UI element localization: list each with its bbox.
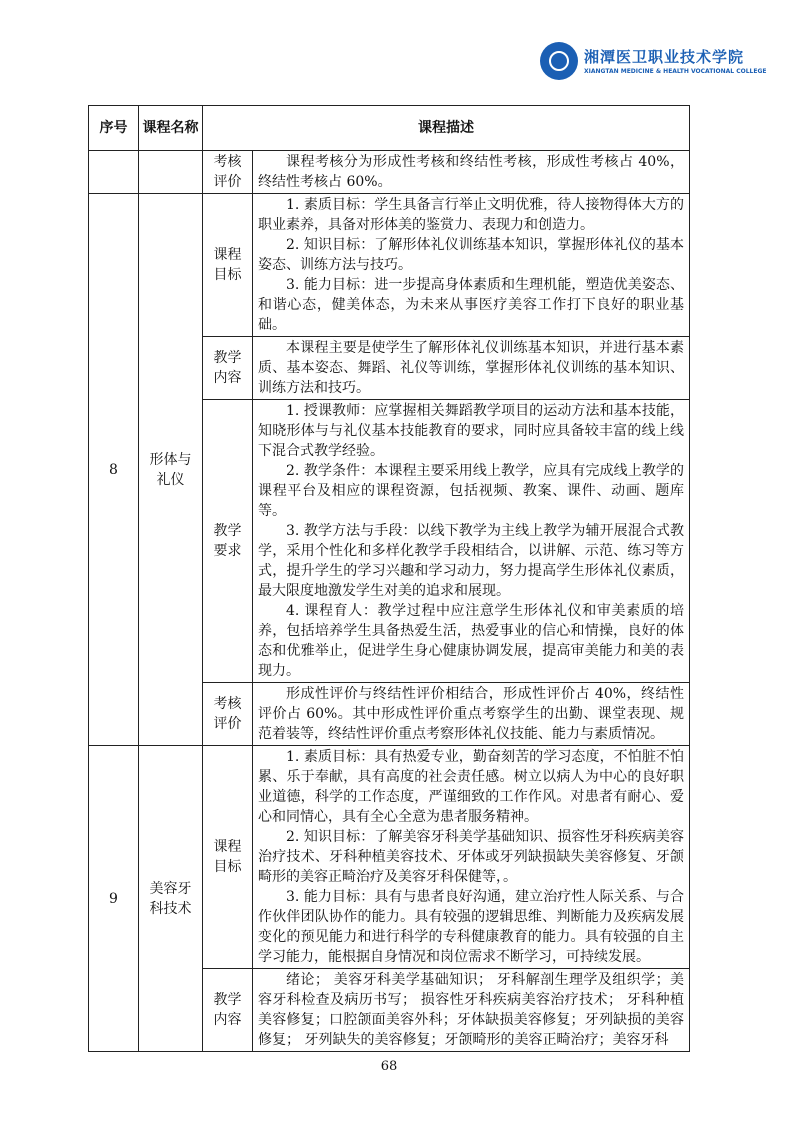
paragraph: 本课程主要是使学生了解形体礼仪训练基本知识，并进行基本素质、基本姿态、舞蹈、礼仪等训练，掌握形体礼仪训练的基本知识、训练方法和技巧。 (258, 340, 684, 396)
course-table (88, 105, 690, 1052)
header-num: 序号 (89, 106, 139, 151)
college-seal-icon (540, 42, 578, 80)
sub-label: 教学要求 (203, 400, 253, 683)
table-row (89, 194, 690, 337)
sub-label: 考核评价 (203, 151, 253, 194)
desc-cell (253, 151, 690, 194)
desc-cell (253, 337, 690, 400)
sub-label: 考核评价 (203, 683, 253, 746)
sub-label: 课程目标 (203, 194, 253, 337)
paragraph: 1. 素质目标：具有热爱专业，勤奋刻苦的学习态度，不怕脏不怕累、乐于奉献，具有高度的社会责任感。树立以病人为中心的良好职业道德，科学的工作态度，严谨细致的工作作风。对患者有耐心、爱心和同情心，具有全心全意为患者服务精神。 (258, 749, 684, 825)
name-cell: 形体与礼仪 (139, 194, 203, 746)
table-header-row (89, 106, 690, 151)
name-cell (139, 151, 203, 194)
paragraph: 1. 授课教师：应掌握相关舞蹈教学项目的运动方法和基本技能，知晓形体与与礼仪基本技能教育的要求，同时应具备较丰富的线上线下混合式教学经验。 (258, 403, 684, 459)
table-row (89, 151, 690, 194)
logo-english-name: XIANGTAN MEDICINE & HEALTH VOCATIONAL COLLEGE (584, 67, 767, 75)
sub-label: 课程目标 (203, 746, 253, 969)
name-cell: 美容牙科技术 (139, 746, 203, 1052)
paragraph: 1. 素质目标：学生具备言行举止文明优雅，待人接物得体大方的职业素养，具备对形体美的鉴赏力、表现力和创造力。 (258, 197, 684, 233)
page-number: 68 (380, 1059, 398, 1074)
sub-label: 教学内容 (203, 337, 253, 400)
paragraph: 2. 知识目标：了解美容牙科美学基础知识、损容性牙科疾病美容治疗技术、牙科种植美容技术、牙体或牙列缺损缺失美容修复、牙颌畸形的美容正畸治疗及美容牙科保健等，。 (258, 829, 684, 885)
table-row (89, 746, 690, 969)
logo-chinese-name: 湘潭医卫职业技术学院 (584, 47, 745, 66)
paragraph: 3. 能力目标：进一步提高身体素质和生理机能，塑造优美姿态、和谐心态，健美体态，为未来从事医疗美容工作打下良好的职业基础。 (258, 277, 684, 333)
paragraph: 2. 知识目标：了解形体礼仪训练基本知识，掌握形体礼仪的基本姿态、训练方法与技巧。 (258, 237, 684, 273)
paragraph: 3. 教学方法与手段：以线下教学为主线上教学为辅开展混合式教学，采用个性化和多样化教学手段相结合，以讲解、示范、练习等方式，提升学生的学习兴趣和学习动力，努力提高学生形体礼仪素质，最大限度地激发学生对美的追求和展现。 (258, 523, 684, 599)
sub-label: 教学内容 (203, 969, 253, 1052)
num-cell: 9 (89, 746, 139, 1052)
desc-cell (253, 400, 690, 683)
header-name: 课程名称 (139, 106, 203, 151)
num-cell: 8 (89, 194, 139, 746)
desc-cell (253, 969, 690, 1052)
paragraph: 2. 教学条件：本课程主要采用线上教学，应具有完成线上教学的课程平台及相应的课程资源，包括视频、教案、课件、动画、题库等。 (258, 463, 684, 519)
paragraph: 3. 能力目标：具有与患者良好沟通，建立治疗性人际关系、与合作伙伴团队协作的能力。具有较强的逻辑思维、判断能力及疾病发展变化的预见能力和进行科学的专科健康教育的能力。具有较强的自主学习能力，能根据自身情况和岗位需求不断学习，可持续发展。 (258, 889, 684, 965)
paragraph: 课程考核分为形成性考核和终结性考核，形成性考核占 40%，终结性考核占 60%。 (258, 154, 684, 190)
num-cell (89, 151, 139, 194)
paragraph: 绪论； 美容牙科美学基础知识； 牙科解剖生理学及组织学；美容牙科检查及病历书写； 损容性牙科疾病美容治疗技术； 牙科种植美容修复；口腔颌面美容外科；牙体缺损美容修复；牙列缺损的美容修复； 牙列缺失的美容修复；牙颌畸形的美容正畸治疗；美容牙科 (258, 972, 684, 1048)
desc-cell (253, 746, 690, 969)
desc-cell (253, 194, 690, 337)
paragraph: 4. 课程育人：教学过程中应注意学生形体礼仪和审美素质的培养，包括培养学生具备热爱生活，热爱事业的信心和情操，良好的体态和优雅举止，促进学生身心健康协调发展，提高审美能力和美的表现力。 (258, 603, 684, 679)
header-desc: 课程描述 (203, 106, 690, 151)
paragraph: 形成性评价与终结性评价相结合，形成性评价占 40%，终结性评价占 60%。其中形成性评价重点考察学生的出勤、课堂表现、规范着装等，终结性评价重点考察形体礼仪技能、能力与素质情况。 (258, 686, 684, 742)
desc-cell (253, 683, 690, 746)
college-logo (540, 42, 766, 80)
